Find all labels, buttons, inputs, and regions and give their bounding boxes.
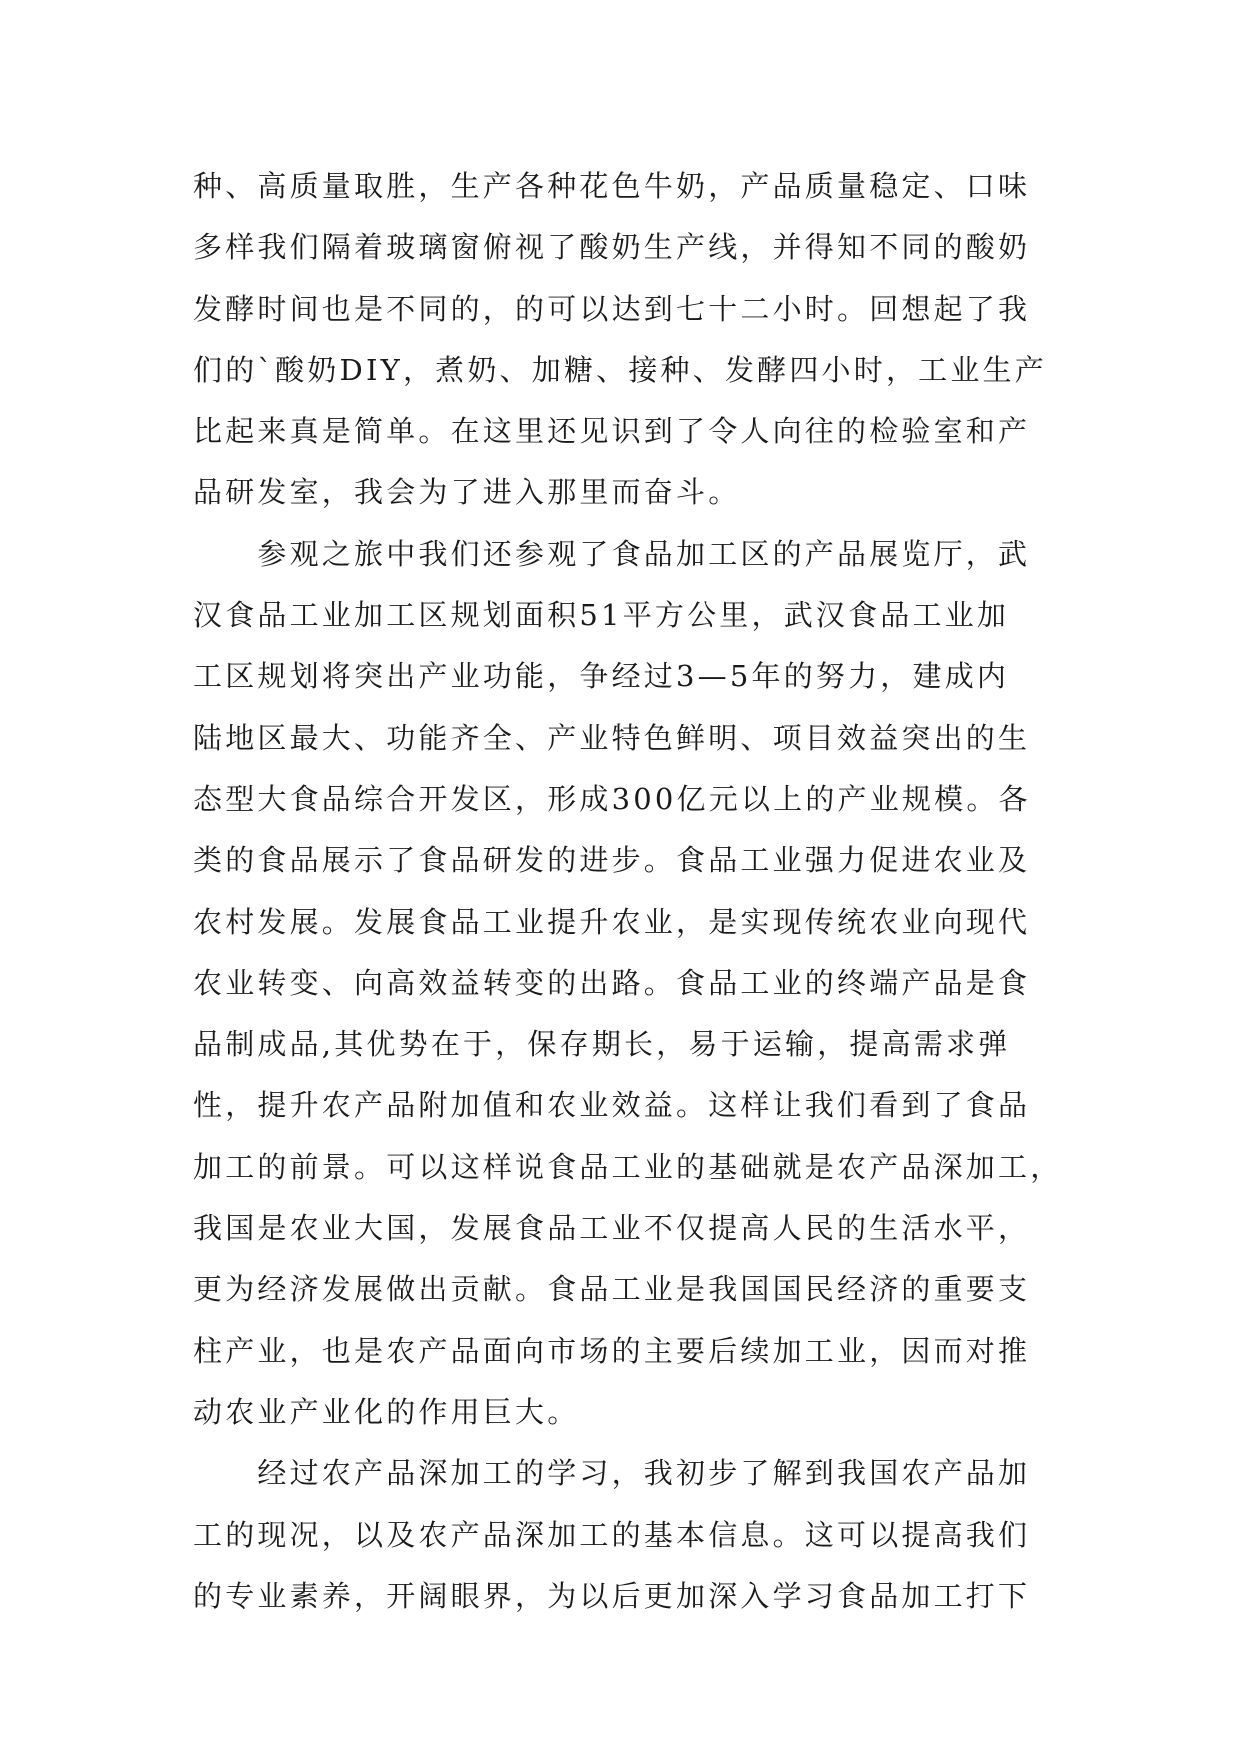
text-line: 动农业产业化的作用巨大。 [193,1394,580,1429]
text-line: 加工的前景。可以这样说食品工业的基础就是农产品深加工， [193,1149,1063,1184]
text-line: 柱产业，也是农产品面向市场的主要后续加工业，因而对推 [193,1333,1031,1368]
text-line: 们的`酸奶DIY，煮奶、加糖、接种、发酵四小时，工业生产 [193,352,1047,387]
text-line: 我国是农业大国，发展食品工业不仅提高人民的生活水平， [193,1211,1031,1246]
text-line: 更为经济发展做出贡献。食品工业是我国国民经济的重要支 [193,1272,1031,1307]
text-line: 品研发室，我会为了进入那里而奋斗。 [193,475,741,510]
text-line: 农业转变、向高效益转变的出路。食品工业的终端产品是食 [193,965,1031,1000]
text-line: 参观之旅中我们还参观了食品加工区的产品展览厅，武 [193,536,1031,571]
body-text [193,156,1063,1627]
text-line: 汉食品工业加工区规划面积51平方公里，武汉食品工业加 [193,598,1010,633]
text-line: 发酵时间也是不同的，的可以达到七十二小时。回想起了我 [193,291,1031,326]
text-line: 工区规划将突出产业功能，争经过3—5年的努力，建成内 [193,659,1010,694]
text-line: 多样我们隔着玻璃窗俯视了酸奶生产线，并得知不同的酸奶 [193,230,1031,265]
text-line: 农村发展。发展食品工业提升农业，是实现传统农业向现代 [193,904,1031,939]
text-line: 经过农产品深加工的学习，我初步了解到我国农产品加 [193,1456,1031,1491]
text-line: 类的食品展示了食品研发的进步。食品工业强力促进农业及 [193,843,1031,878]
text-line: 性，提升农产品附加值和农业效益。这样让我们看到了食品 [193,1088,1031,1123]
text-line: 工的现况，以及农产品深加工的基本信息。这可以提高我们 [193,1517,1031,1552]
text-line: 的专业素养，开阔眼界，为以后更加深入学习食品加工打下 [193,1578,1031,1613]
text-line: 陆地区最大、功能齐全、产业特色鲜明、项目效益突出的生 [193,720,1031,755]
text-line: 态型大食品综合开发区，形成300亿元以上的产业规模。各 [193,781,1031,816]
text-line: 种、高质量取胜，生产各种花色牛奶，产品质量稳定、口味 [193,169,1031,203]
text-line: 比起来真是简单。在这里还见识到了令人向往的检验室和产 [193,414,1031,449]
text-line: 品制成品,其优势在于，保存期长，易于运输，提高需求弹 [193,1027,1011,1062]
